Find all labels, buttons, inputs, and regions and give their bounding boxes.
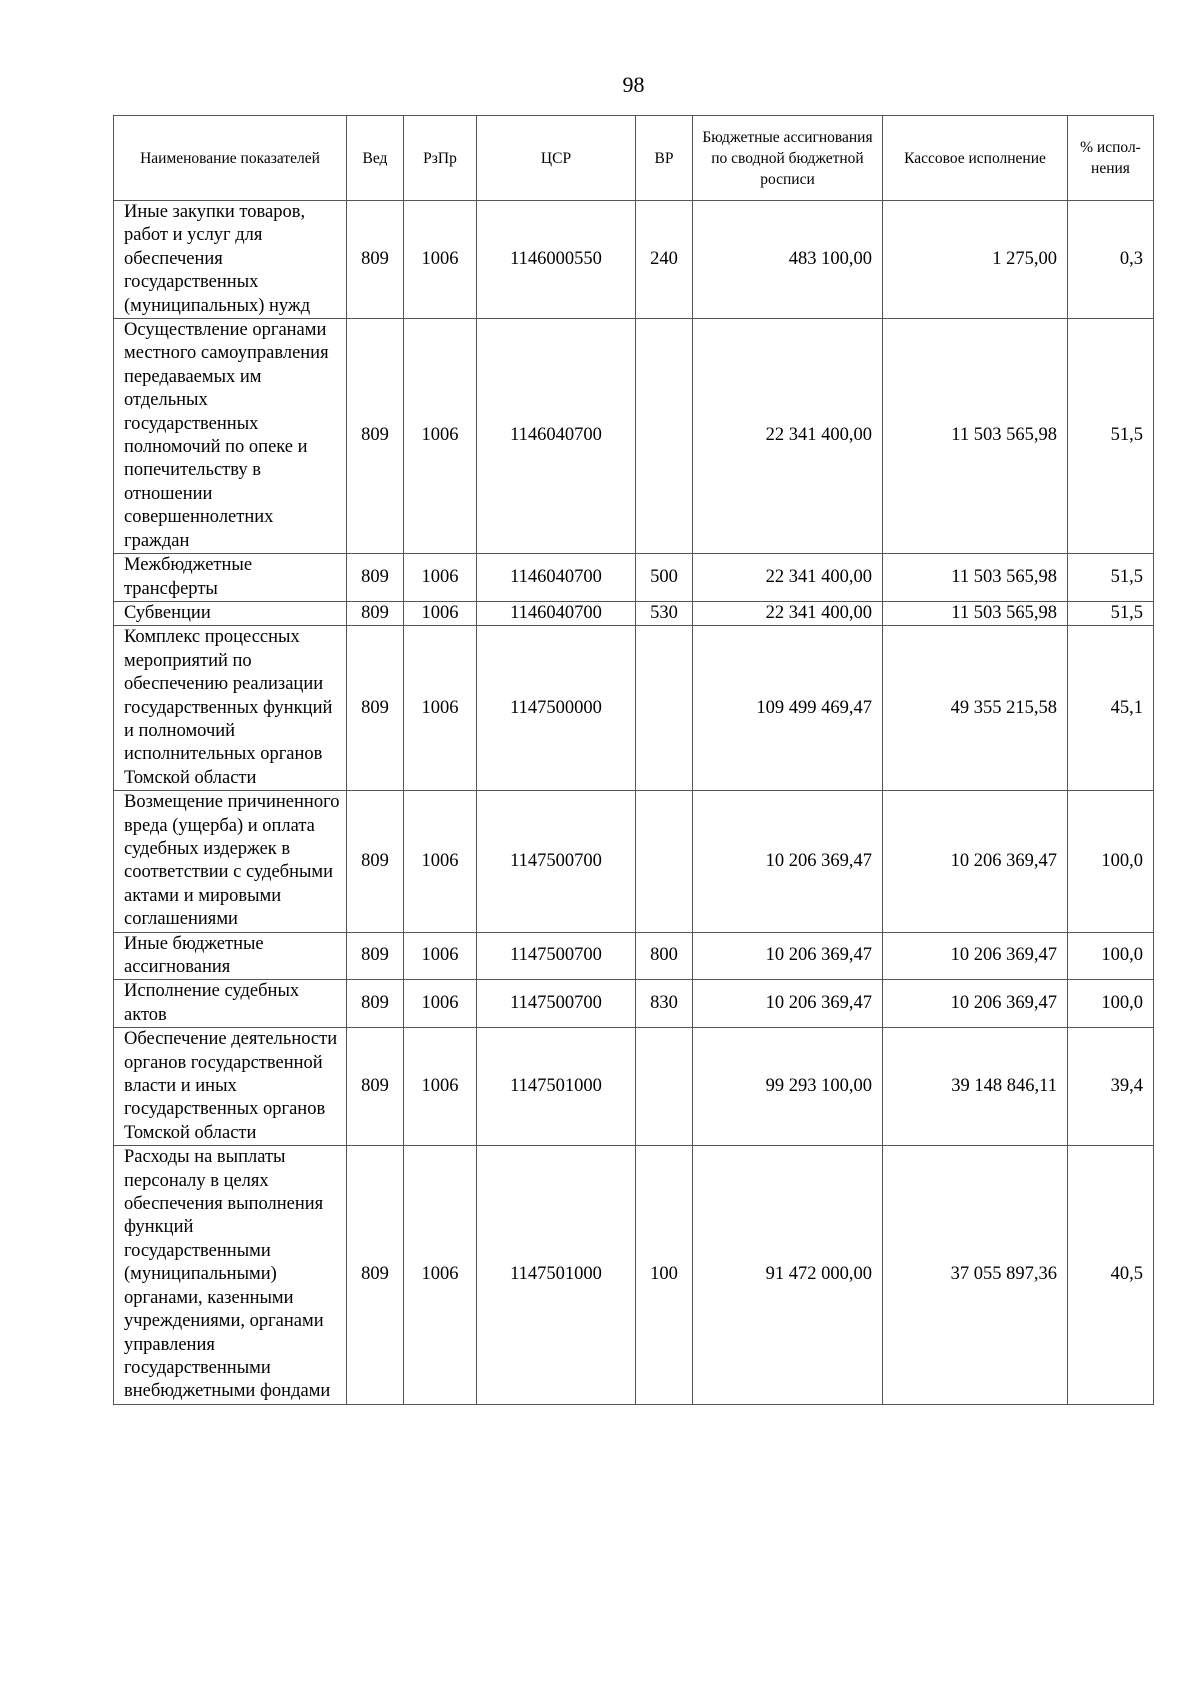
header-cash: Кассовое исполнение [883, 116, 1068, 201]
row-budget: 10 206 369,47 [693, 791, 883, 932]
row-name: Обеспечение деятельности органов государственной власти и иных государственных органов Томской области [114, 1028, 347, 1146]
row-pct: 39,4 [1068, 1028, 1154, 1146]
table-row [114, 1028, 1154, 1146]
row-vr: 830 [636, 980, 693, 1028]
table-row [114, 319, 1154, 554]
row-pct: 100,0 [1068, 980, 1154, 1028]
row-rzpr: 1006 [404, 1028, 477, 1146]
row-csr: 1146040700 [477, 554, 636, 602]
header-name: Наименование показателей [114, 116, 347, 201]
row-cash: 10 206 369,47 [883, 791, 1068, 932]
header-vr: ВР [636, 116, 693, 201]
table-row [114, 980, 1154, 1028]
row-ved: 809 [347, 1028, 404, 1146]
row-csr: 1146000550 [477, 201, 636, 319]
row-cash: 37 055 897,36 [883, 1146, 1068, 1404]
row-rzpr: 1006 [404, 319, 477, 554]
row-budget: 109 499 469,47 [693, 626, 883, 791]
row-vr: 500 [636, 554, 693, 602]
row-name: Расходы на выплаты персоналу в целях обеспечения выполнения функций государственными (муниципальными) органами, казенными учреждениями, органами управления государственными внебюджетными фондами [114, 1146, 347, 1404]
row-rzpr: 1006 [404, 791, 477, 932]
row-cash: 11 503 565,98 [883, 554, 1068, 602]
row-budget: 91 472 000,00 [693, 1146, 883, 1404]
row-name: Осуществление органами местного самоуправления передаваемых им отдельных государственных полномочий по опеке и попечительству в отношении совершеннолетних граждан [114, 319, 347, 554]
row-csr: 1147500000 [477, 626, 636, 791]
row-budget: 10 206 369,47 [693, 980, 883, 1028]
row-csr: 1147500700 [477, 932, 636, 980]
row-ved: 809 [347, 932, 404, 980]
row-cash: 10 206 369,47 [883, 932, 1068, 980]
table-header-row [114, 116, 1154, 201]
row-csr: 1146040700 [477, 601, 636, 625]
row-vr: 240 [636, 201, 693, 319]
table-row [114, 791, 1154, 932]
row-budget: 483 100,00 [693, 201, 883, 319]
row-ved: 809 [347, 601, 404, 625]
row-pct: 51,5 [1068, 319, 1154, 554]
row-rzpr: 1006 [404, 1146, 477, 1404]
row-vr: 530 [636, 601, 693, 625]
row-vr: 800 [636, 932, 693, 980]
row-cash: 1 275,00 [883, 201, 1068, 319]
row-budget: 22 341 400,00 [693, 554, 883, 602]
row-rzpr: 1006 [404, 201, 477, 319]
row-ved: 809 [347, 201, 404, 319]
header-csr: ЦСР [477, 116, 636, 201]
row-ved: 809 [347, 626, 404, 791]
row-pct: 45,1 [1068, 626, 1154, 791]
row-budget: 22 341 400,00 [693, 319, 883, 554]
row-budget: 10 206 369,47 [693, 932, 883, 980]
row-ved: 809 [347, 319, 404, 554]
budget-execution-table [113, 115, 1154, 1405]
row-name: Возмещение причиненного вреда (ущерба) и оплата судебных издержек в соответствии с судебными актами и мировыми соглашениями [114, 791, 347, 932]
row-cash: 11 503 565,98 [883, 319, 1068, 554]
table-row [114, 932, 1154, 980]
row-pct: 100,0 [1068, 932, 1154, 980]
row-ved: 809 [347, 554, 404, 602]
row-csr: 1147500700 [477, 791, 636, 932]
row-cash: 11 503 565,98 [883, 601, 1068, 625]
header-rzpr: РзПр [404, 116, 477, 201]
header-ved: Вед [347, 116, 404, 201]
row-pct: 0,3 [1068, 201, 1154, 319]
row-rzpr: 1006 [404, 980, 477, 1028]
row-rzpr: 1006 [404, 932, 477, 980]
row-csr: 1146040700 [477, 319, 636, 554]
row-name: Субвенции [114, 601, 347, 625]
row-name: Комплекс процессных мероприятий по обеспечению реализации государственных функций и полномочий исполнительных органов Томской области [114, 626, 347, 791]
header-budget: Бюджетные ассигнования по сводной бюджетной росписи [693, 116, 883, 201]
row-cash: 49 355 215,58 [883, 626, 1068, 791]
row-budget: 99 293 100,00 [693, 1028, 883, 1146]
row-ved: 809 [347, 1146, 404, 1404]
row-pct: 51,5 [1068, 554, 1154, 602]
row-cash: 39 148 846,11 [883, 1028, 1068, 1146]
header-pct: % испол-нения [1068, 116, 1154, 201]
row-name: Иные закупки товаров, работ и услуг для обеспечения государственных (муниципальных) нужд [114, 201, 347, 319]
row-name: Межбюджетные трансферты [114, 554, 347, 602]
table-row [114, 1146, 1154, 1404]
row-cash: 10 206 369,47 [883, 980, 1068, 1028]
row-budget: 22 341 400,00 [693, 601, 883, 625]
row-ved: 809 [347, 980, 404, 1028]
row-name: Исполнение судебных актов [114, 980, 347, 1028]
row-rzpr: 1006 [404, 601, 477, 625]
row-csr: 1147501000 [477, 1146, 636, 1404]
row-vr [636, 1028, 693, 1146]
row-name: Иные бюджетные ассигнования [114, 932, 347, 980]
table-row [114, 601, 1154, 625]
row-rzpr: 1006 [404, 626, 477, 791]
table-row [114, 626, 1154, 791]
row-vr [636, 626, 693, 791]
row-vr [636, 319, 693, 554]
row-pct: 100,0 [1068, 791, 1154, 932]
table-row [114, 554, 1154, 602]
table-row [114, 201, 1154, 319]
row-pct: 40,5 [1068, 1146, 1154, 1404]
row-rzpr: 1006 [404, 554, 477, 602]
row-vr [636, 791, 693, 932]
row-csr: 1147500700 [477, 980, 636, 1028]
row-pct: 51,5 [1068, 601, 1154, 625]
page-number: 98 [622, 72, 645, 97]
row-vr: 100 [636, 1146, 693, 1404]
row-ved: 809 [347, 791, 404, 932]
row-csr: 1147501000 [477, 1028, 636, 1146]
